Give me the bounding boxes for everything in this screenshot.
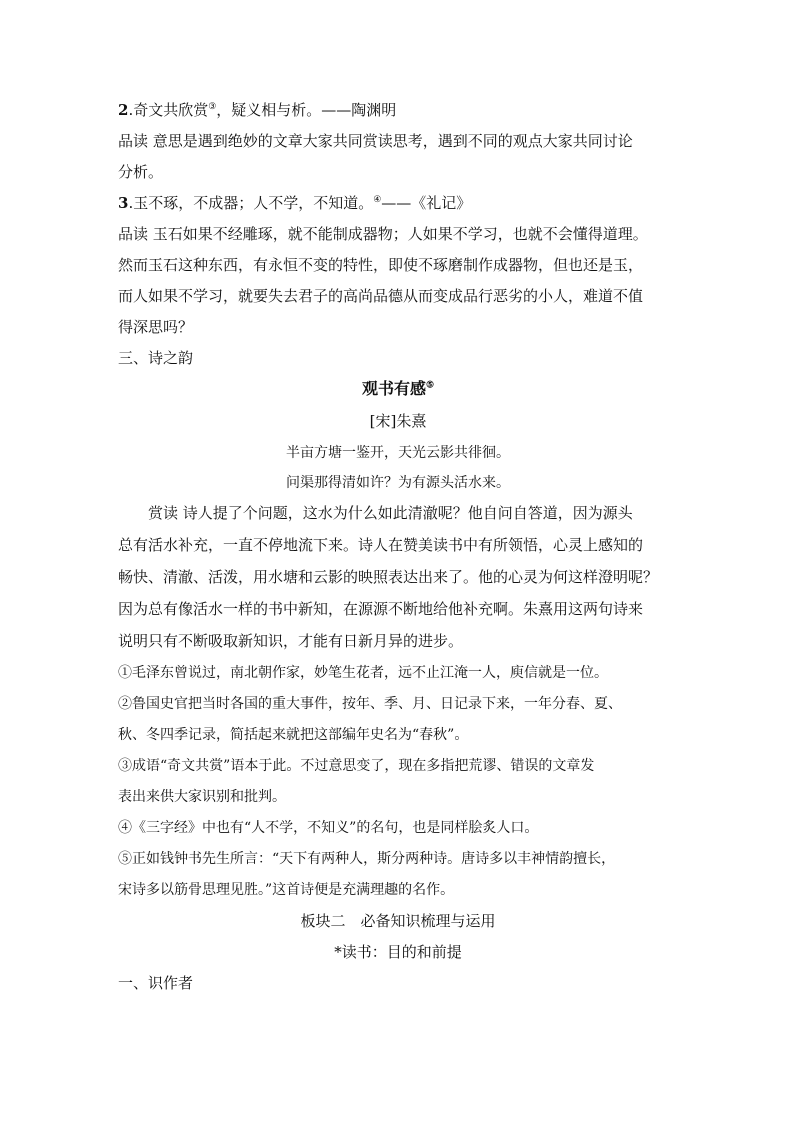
- reading-label: 品读: [118, 132, 149, 150]
- document-page: [118, 100, 678, 1004]
- quote-2-reading: [118, 131, 678, 162]
- quote-3-reading-cont: 而人如果不学习，就要失去君子的高尚品德从而变成品行恶劣的小人，难道不值: [118, 287, 644, 305]
- appreciation-line: 畅快、清澈、活泼，用水塘和云影的映照表达出来了。他的心灵为何这样澄明呢？: [118, 568, 659, 586]
- appreciation-line: 总有活水补充，一直不停地流下来。诗人在赞美读书中有所领悟，心灵上感知的: [118, 536, 644, 554]
- quote-source: ——《礼记》: [381, 194, 472, 212]
- reading-label: 品读: [118, 225, 149, 243]
- reading-line: 玉石如果不经雕琢，就不能制成器物；人如果不学习，也就不会懂得道理。: [152, 225, 648, 243]
- footnote: ⑤正如钱钟书先生所言：“天下有两种人，斯分两种诗。唐诗多以丰神情韵擅长，: [118, 851, 616, 867]
- block-subheading: *读书：目的和前提: [334, 943, 462, 961]
- quote-3-reading-cont: 得深思吗？: [118, 318, 194, 336]
- appreciation-label: 赏读: [148, 504, 179, 522]
- footnote: ①毛泽东曾说过，南北朝作家，妙笔生花者，远不止江淹一人，庾信就是一位。: [118, 665, 608, 681]
- footnote-mark: ⑤: [425, 380, 435, 391]
- poem-line: 问渠那得清如许？为有源头活水来。: [286, 475, 510, 491]
- footnote: 表出来供大家识别和批判。: [118, 789, 286, 805]
- section-heading: 三、诗之韵: [118, 349, 194, 367]
- footnote-mark: ④: [373, 195, 382, 205]
- appreciation-line: 诗人提了个问题，这水为什么如此清澈呢？他自问自答道，因为源头: [182, 504, 633, 522]
- quote-3: [118, 193, 678, 224]
- footnote: ③成语“奇文共赏”语本于此。不过意思变了，现在多指把荒谬、错误的文章发: [118, 758, 595, 774]
- footnote: 宋诗多以筋骨思理见胜。”这首诗便是充满理趣的名作。: [118, 882, 455, 898]
- footnote: 秋、冬四季记录，简括起来就把这部编年史名为“春秋”。: [118, 727, 469, 743]
- poem-title-text: 观书有感: [361, 379, 426, 398]
- quote-number: 3: [118, 194, 129, 212]
- quote-number: 2: [118, 101, 129, 119]
- section-heading: 一、识作者: [118, 974, 194, 992]
- quote-2-reading-cont: 分析。: [118, 163, 164, 181]
- poem-author: [宋]朱熹: [369, 412, 427, 430]
- appreciation-line: 说明只有不断吸取新知识，才能有日新月异的进步。: [118, 632, 464, 650]
- quote-3-reading: [118, 224, 678, 255]
- appreciation-line: 因为总有像活水一样的书中新知，在源源不断地给他补充啊。朱熹用这两句诗来: [118, 600, 644, 618]
- footnote-mark: ③: [208, 102, 217, 112]
- footnote: ②鲁国史官把当时各国的重大事件，按年、季、月、日记录下来，一年分春、夏、: [118, 696, 622, 712]
- footnote: ④《三字经》中也有“人不学，不知义”的名句，也是同样脍炙人口。: [118, 820, 539, 836]
- appreciation: [118, 503, 678, 535]
- reading-line: 意思是遇到绝妙的文章大家共同赏读思考，遇到不同的观点大家共同讨论: [152, 132, 633, 150]
- quote-text: .玉不琢，不成器；人不学，不知道。: [128, 194, 374, 212]
- block-heading: 板块二 必备知识梳理与运用: [300, 912, 496, 930]
- quote-source: ，疑义相与析。——陶渊明: [216, 101, 397, 119]
- poem-line: 半亩方塘一鉴开，天光云影共徘徊。: [286, 445, 510, 461]
- quote-2: [118, 100, 678, 131]
- quote-3-reading-cont: 然而玉石这种东西，有永恒不变的特性，即使不琢磨制作成器物，但也还是玉，: [118, 256, 644, 274]
- quote-text: .奇文共欣赏: [128, 101, 209, 119]
- poem-title: [118, 379, 678, 411]
